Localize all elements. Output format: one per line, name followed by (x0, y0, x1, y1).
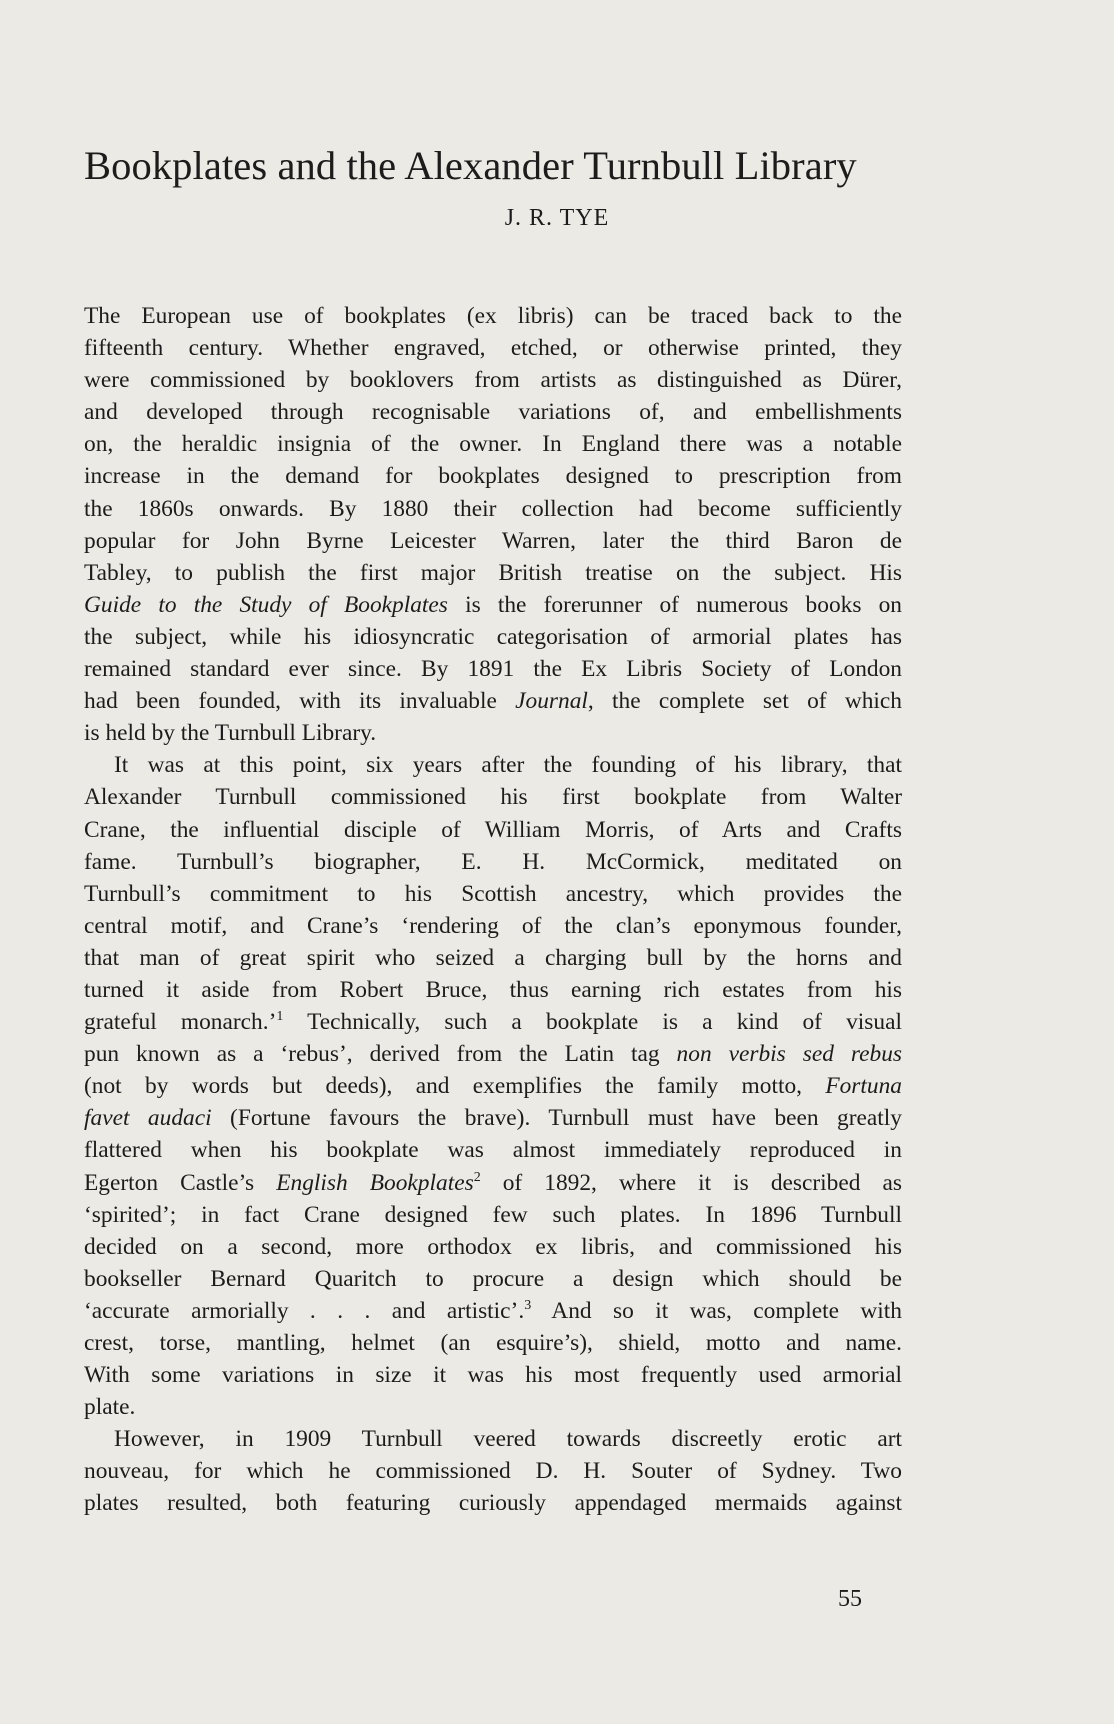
footnote-marker: 1 (276, 1009, 284, 1025)
text-line: fifteenth century. Whether engraved, etched, or otherwise printed, they (84, 335, 902, 362)
text-line: Crane, the influential disciple of William Morris, of Arts and Crafts (84, 816, 902, 843)
text-line (84, 589, 902, 621)
italic-text: Fortuna (825, 1073, 902, 1100)
text-line: nouveau, for which he commissioned D. H. Souter of Sydney. Two (84, 1458, 902, 1485)
footnote-marker: 3 (524, 1297, 532, 1313)
text-segment: had been founded, with its invaluable (84, 688, 516, 715)
text-line: Turnbull’s commitment to his Scottish ancestry, which provides the (84, 880, 902, 907)
text-line: increase in the demand for bookplates designed to prescription from (84, 463, 902, 490)
article-body (84, 300, 902, 1520)
italic-text: Guide to the Study of Bookplates (84, 591, 448, 618)
text-line: were commissioned by booklovers from artists as distinguished as Dürer, (84, 367, 902, 394)
text-segment: Technically, such a bookplate is a kind of visual (283, 1009, 902, 1036)
text-line: the subject, while his idiosyncratic categorisation of armorial plates has (84, 623, 902, 650)
italic-text: non verbis sed rebus (676, 1041, 902, 1068)
text-line: Alexander Turnbull commissioned his first bookplate from Walter (84, 784, 902, 811)
text-line: With some variations in size it was his most frequently used armorial (84, 1362, 902, 1389)
text-segment: ‘accurate armorially . . . and artistic’. (84, 1297, 525, 1324)
text-line: central motif, and Crane’s ‘rendering of the clan’s eponymous founder, (84, 912, 902, 939)
text-line (84, 1070, 902, 1102)
italic-text: English Bookplates (276, 1169, 474, 1196)
text-line: ‘spirited’; in fact Crane designed few such plates. In 1896 Turnbull (84, 1201, 902, 1228)
text-line (84, 1038, 902, 1070)
text-line: the 1860s onwards. By 1880 their collection had become sufficiently (84, 495, 902, 522)
text-line: and developed through recognisable variations of, and embellishments (84, 399, 902, 426)
text-line: fame. Turnbull’s biographer, E. H. McCormick, meditated on (84, 848, 902, 875)
text-line: However, in 1909 Turnbull veered towards discreetly erotic art (114, 1426, 902, 1453)
text-segment: Egerton Castle’s (84, 1169, 277, 1196)
footnote-marker: 2 (473, 1169, 481, 1185)
text-segment: of 1892, where it is described as (480, 1169, 902, 1196)
text-line: on, the heraldic insignia of the owner. In England there was a notable (84, 431, 902, 458)
text-line: flattered when his bookplate was almost immediately reproduced in (84, 1137, 902, 1164)
text-line: crest, torse, mantling, helmet (an esquire’s), shield, motto and name. (84, 1330, 902, 1356)
article-title: Bookplates and the Alexander Turnbull Library (84, 143, 857, 188)
text-line: popular for John Byrne Leicester Warren, later the third Baron de (84, 527, 902, 554)
italic-text: Journal (515, 688, 588, 715)
text-line (84, 685, 902, 717)
text-line: turned it aside from Robert Bruce, thus earning rich estates from his (84, 976, 902, 1003)
text-line: The European use of bookplates (ex libris) can be traced back to the (84, 303, 902, 329)
text-line: plates resulted, both featuring curiously appendaged mermaids against (84, 1490, 902, 1517)
text-segment: And so it was, complete with (531, 1297, 902, 1324)
text-line: It was at this point, six years after the founding of his library, that (114, 752, 902, 779)
article-author: J. R. TYE (504, 205, 610, 231)
text-line: Tabley, to publish the first major British treatise on the subject. His (84, 559, 902, 586)
text-line (84, 1006, 902, 1038)
text-line: that man of great spirit who seized a charging bull by the horns and (84, 944, 902, 971)
text-segment: (Fortune favours the brave). Turnbull must have been greatly (211, 1105, 903, 1132)
text-line: decided on a second, more orthodox ex libris, and commissioned his (84, 1233, 902, 1260)
text-line: bookseller Bernard Quaritch to procure a design which should be (84, 1265, 902, 1292)
text-line (84, 1167, 902, 1199)
text-line (84, 1102, 902, 1134)
text-segment: grateful monarch.’ (84, 1009, 277, 1036)
text-segment: , the complete set of which (587, 688, 902, 715)
text-line: plate. (84, 1394, 136, 1421)
text-line: remained standard ever since. By 1891 the Ex Libris Society of London (84, 656, 902, 683)
page-number: 55 (838, 1586, 862, 1612)
text-segment: pun known as a ‘rebus’, derived from the Latin tag (84, 1041, 677, 1068)
text-line (84, 1295, 902, 1327)
italic-text: favet audaci (84, 1105, 212, 1132)
text-segment: is the forerunner of numerous books on (447, 591, 903, 618)
text-line: is held by the Turnbull Library. (84, 720, 377, 747)
text-segment: (not by words but deeds), and exemplifies the family motto, (84, 1073, 826, 1100)
